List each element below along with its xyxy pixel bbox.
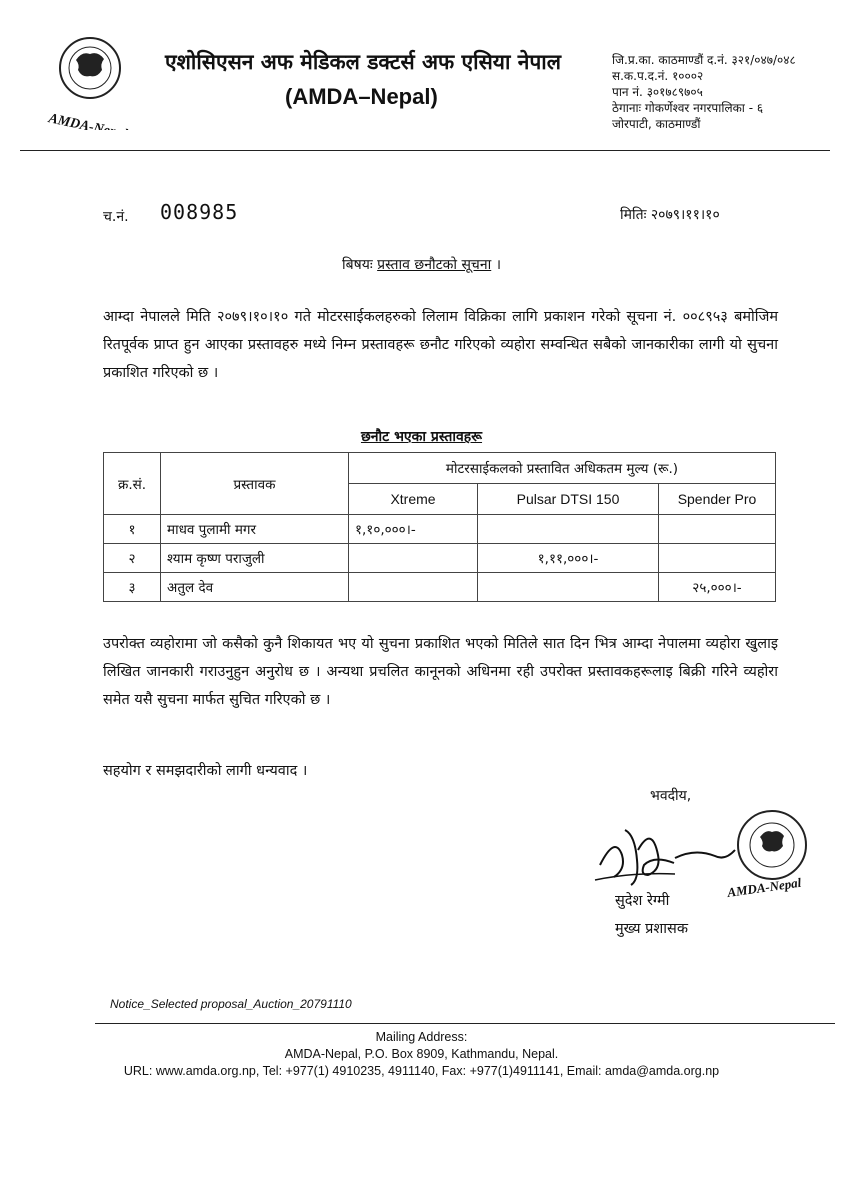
selected-proposals-table [103, 452, 776, 602]
subject-label: बिषयः [342, 257, 373, 273]
cell-pulsar: १,११,०००।- [478, 544, 659, 573]
signer-title: मुख्य प्रशासक [615, 921, 688, 937]
table-row [104, 573, 776, 602]
cell-xtreme [349, 573, 478, 602]
closing-salutation: भवदीय, [650, 788, 692, 804]
cell-xtreme [349, 544, 478, 573]
complaint-paragraph: उपरोक्त व्यहोरामा जो कसैको कुनै शिकायत भए यो सुचना प्रकाशित भएको मितिले सात दिन भित्र आम्दा नेपालमा व्यहोरा खुलाइ लिखित जानकारी गराउनुहुन अनुरोध छ । अन्यथा प्रचलित कानूनको अधिनमा रही उपरोक्त प्रस्तावकहरूलाइ बिक्री गरिने व्यहोरा समेत यसै सुचना मार्फत सुचित गरिएको छ । [103, 636, 778, 708]
reference-number: 008985 [160, 200, 239, 224]
header-sn: क्र.सं. [104, 453, 161, 515]
cell-spender [659, 544, 776, 573]
header-model: Pulsar DTSI 150 [478, 484, 659, 515]
cell-spender [659, 515, 776, 544]
thanks-line: सहयोग र समझदारीको लागी धन्यवाद । [103, 763, 308, 779]
header-model: Spender Pro [659, 484, 776, 515]
registration-line: पान नं. ३०१७८९७०५ [612, 85, 703, 99]
registration-line: स.क.प.द.नं. १०००२ [612, 69, 704, 83]
registration-details [612, 52, 796, 132]
registration-line: जोरपाटी, काठमाण्डौं [612, 117, 701, 131]
cell-pulsar [478, 515, 659, 544]
cell-spender: २५,०००।- [659, 573, 776, 602]
contact-info: URL: www.amda.org.np, Tel: +977(1) 4910235, 4911140, Fax: +977(1)4911141, Email: amda@amda.org.np [123, 1064, 720, 1078]
footer-divider [95, 1023, 835, 1024]
subject-text: प्रस्ताव छनौटको सूचना [377, 257, 492, 273]
header-model: Xtreme [349, 484, 478, 515]
cell-pulsar [478, 573, 659, 602]
signer-name: सुदेश रेग्मी [615, 893, 670, 909]
reference-label: च.नं. [103, 209, 129, 225]
cell-sn: ३ [104, 573, 161, 602]
cell-sn: २ [104, 544, 161, 573]
document-filename: Notice_Selected proposal_Auction_20791110 [110, 997, 352, 1011]
header-price-group: मोटरसाईकलको प्रस्तावित अधिकतम मुल्य (रू.) [349, 453, 776, 484]
org-name-english: (AMDA–Nepal) [285, 84, 438, 109]
registration-line: ठेगानाः गोकर्णेश्वर नगरपालिका - ६ [612, 101, 764, 115]
cell-bidder: अतुल देव [161, 573, 349, 602]
cell-sn: १ [104, 515, 161, 544]
header-bidder: प्रस्तावक [161, 453, 349, 515]
registration-line: जि.प्र.का. काठमाण्डौं द.नं. ३२१/०४७/०४८ [612, 53, 796, 67]
svg-text:AMDA-Nepal: AMDA-Nepal [47, 111, 129, 130]
table-row [104, 544, 776, 573]
stamp-seal [720, 805, 825, 905]
mailing-address: AMDA-Nepal, P.O. Box 8909, Kathmandu, Nepal. [284, 1047, 559, 1061]
subject-line [0, 255, 843, 274]
header-divider [20, 150, 830, 151]
mailing-heading: Mailing Address: [375, 1030, 468, 1044]
subject-end: । [495, 257, 501, 273]
table-row [104, 515, 776, 544]
amda-logo [30, 30, 150, 130]
org-name-nepali: एशोसिएसन अफ मेडिकल डक्टर्स अफ एसिया नेपाल [165, 50, 561, 74]
intro-paragraph: आम्दा नेपालले मिति २०७९।१०।१० गते मोटरसाईकलहरुको लिलाम विक्रिका लागि प्रकाशन गरेको सूचना नं. ००८९५३ बमोजिम रितपूर्वक प्राप्त हुन आएका प्रस्तावहरु मध्ये निम्न प्रस्तावहरू छनौट गरिएको व्यहोरा सम्वन्धित सबैको जानकारीका लागी यो सुचना प्रकाशित गरिएको छ । [103, 309, 778, 381]
signature-icon [590, 810, 740, 900]
cell-bidder: श्याम कृष्ण पराजुली [161, 544, 349, 573]
notice-date: मितिः २०७९।११।१० [620, 207, 720, 223]
table-title: छनौट भएका प्रस्तावहरू [360, 429, 483, 445]
cell-xtreme: १,१०,०००।- [349, 515, 478, 544]
svg-text:AMDA-Nepal: AMDA-Nepal [726, 874, 803, 900]
cell-bidder: माधव पुलामी मगर [161, 515, 349, 544]
